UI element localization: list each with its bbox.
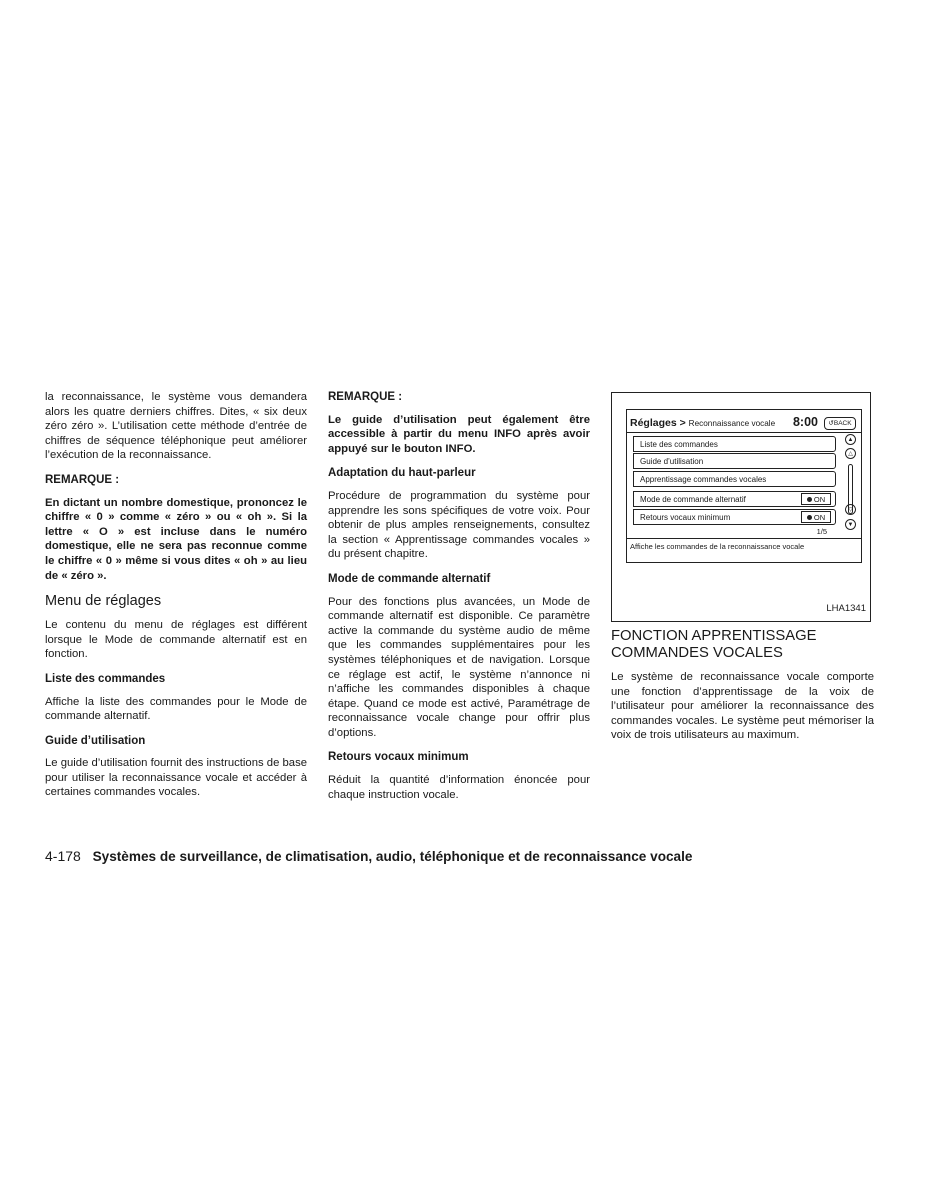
back-label: BACK: [833, 420, 852, 427]
radio-dot-icon: [807, 497, 812, 502]
mode-heading: Mode de commande alternatif: [328, 572, 491, 585]
mode-text: Pour des fonctions plus avancées, un Mode de commande alternatif est disponible. Ce paramètre active la commande du système audio de même que les commandes supplémentaires pour les systèmes téléphoniques et de navigation. Lorsque ce réglage est actif, le système n’annonce ni n’affiche les commandes disponibles à chaque étape. Quand ce mode est activé, Paramétrage de reconnaissance vocale change pour offrir plus d’options.: [328, 595, 590, 739]
guide-text: Le guide d’utilisation fournit des instructions de base pour utiliser la reconnaissance vocale et accéder à certaines commandes vocales.: [45, 757, 307, 799]
section-text: Le système de reconnaissance vocale comporte une fonction d’apprentissage de la voix de l’utilisateur pour améliorer la reconnaissance des commandes vocales. Le système peut mémoriser la voix de trois utilisateurs au maximum.: [611, 671, 874, 742]
screen-title-text: Réglages >: [630, 417, 686, 429]
settings-screen: [626, 409, 862, 563]
clock: 8:00: [792, 415, 818, 429]
guide-heading: Guide d’utilisation: [45, 734, 146, 747]
section-heading: FONCTION APPRENTISSAGE COMMANDES VOCALES: [611, 628, 817, 661]
toggle-label: ON: [813, 513, 826, 522]
page-number: 4-178: [45, 848, 81, 864]
toggle-on[interactable]: [801, 493, 831, 505]
menu-item-label: Apprentissage commandes vocales: [640, 475, 767, 484]
screen-title: [630, 416, 775, 432]
toggle-label: ON: [813, 495, 826, 504]
menu-item-label: Liste des commandes: [640, 440, 718, 449]
scroll-up-icon[interactable]: △: [845, 448, 856, 459]
menu-item-label: Mode de commande alternatif: [640, 495, 746, 504]
menu-heading: Menu de réglages: [45, 593, 162, 610]
menu-item-apprentissage[interactable]: [633, 471, 836, 487]
status-text: Affiche les commandes de la reconnaissance vocale: [630, 542, 805, 551]
page-indicator: 1/5: [816, 527, 827, 536]
adapt-text: Procédure de programmation du système pour apprendre les sons spécifiques de votre voix. Pour obtenir de plus amples renseignements, consultez la section « Apprentissage commandes vocales » du présent chapitre.: [328, 489, 590, 561]
column-3: [611, 390, 874, 753]
column-1: [45, 390, 307, 810]
screen-header: [630, 415, 858, 431]
menu-text: Le contenu du menu de réglages est différent lorsque le Mode de commande alternatif est en fonction.: [45, 619, 307, 661]
menu-item-mode-alternatif[interactable]: [633, 491, 836, 507]
divider: [627, 538, 861, 539]
remarque-heading: REMARQUE :: [45, 473, 120, 486]
scroll-bottom-icon[interactable]: ▼: [845, 519, 856, 530]
back-button[interactable]: ↺BACK: [824, 417, 856, 430]
menu-item-label: Guide d’utilisation: [640, 457, 704, 466]
remarque-text: Le guide d’utilisation peut également être accessible à partir du menu INFO après avoir appuyé sur le bouton INFO.: [328, 413, 590, 455]
paragraph: la reconnaissance, le système vous demandera alors les quatre derniers chiffres. Dites, « six deux zéro zéro ». L’utilisation cette méthode d’entrée de chiffres de séquence téléphonique peut améliorer l’exécution de la reconnaissance.: [45, 391, 307, 462]
page-footer: [45, 848, 692, 864]
menu-item-retours[interactable]: [633, 509, 836, 525]
chapter-title: Systèmes de surveillance, de climatisation, audio, téléphonique et de reconnaissance vocale: [92, 849, 693, 864]
menu-item-liste[interactable]: [633, 436, 836, 452]
liste-text: Affiche la liste des commandes pour le Mode de commande alternatif.: [45, 695, 307, 723]
figure-code: LHA1341: [826, 603, 866, 615]
menu-item-label: Retours vocaux minimum: [640, 513, 731, 522]
remarque-heading: REMARQUE :: [328, 391, 403, 403]
toggle-on[interactable]: [801, 511, 831, 523]
divider: [627, 432, 861, 433]
retours-heading: Retours vocaux minimum: [328, 751, 469, 764]
column-2: [328, 390, 590, 812]
screen-figure: [611, 392, 871, 622]
scroll-down-icon[interactable]: ▽: [845, 504, 856, 515]
remarque-text: En dictant un nombre domestique, prononcez le chiffre « 0 » comme « zéro » ou « oh ». Si la lettre « O » est incluse dans le numéro domestique, elle ne sera pas reconnue comme le chiffre « 0 » même si vous dites « oh » au lieu de « zéro ».: [45, 496, 307, 582]
scroll-top-icon[interactable]: ▲: [845, 434, 856, 445]
screen-subtitle: Reconnaissance vocale: [688, 419, 776, 428]
retours-text: Réduit la quantité d’information énoncée pour chaque instruction vocale.: [328, 774, 590, 801]
liste-heading: Liste des commandes: [45, 672, 166, 685]
adapt-heading: Adaptation du haut-parleur: [328, 467, 476, 480]
radio-dot-icon: [807, 515, 812, 520]
menu-item-guide[interactable]: [633, 453, 836, 469]
